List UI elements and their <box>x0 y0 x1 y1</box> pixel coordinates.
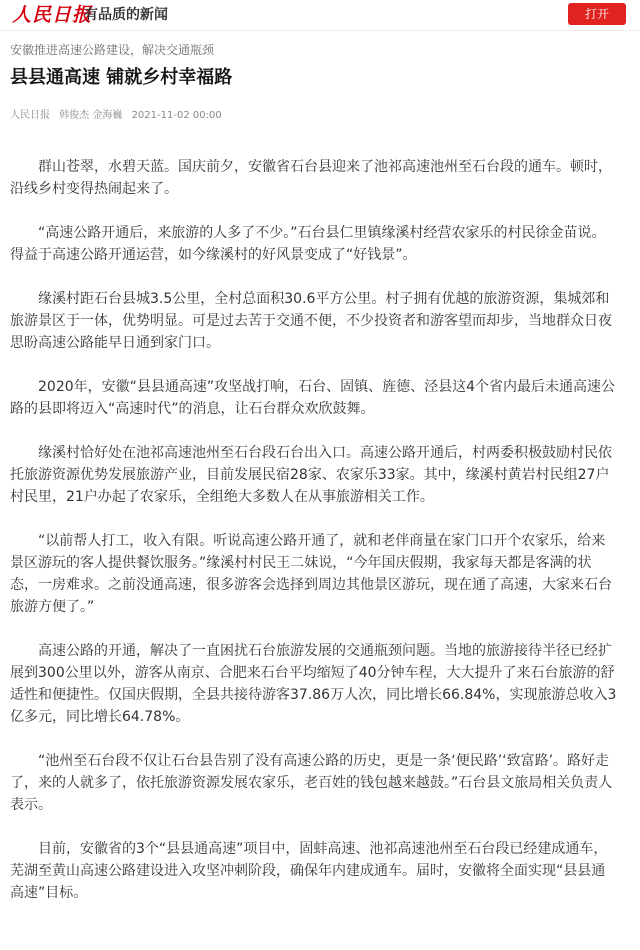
article-paragraph: “以前帮人打工，收入有限。听说高速公路开通了，就和老伴商量在家门口开个农家乐，给来景区游玩的客人提供餐饮服务。”缘溪村村民王二妹说，“今年国庆假期，我家每天都是客满的状态，一房难求。之前没通高速，很多游客会选择到周边其他景区游玩，现在通了高速，大家来石台旅游方便了。” <box>10 533 612 615</box>
article-paragraph: 缘溪村恰好处在池祁高速池州至石台段石台出入口。高速公路开通后，村两委积极鼓励村民依托旅游资源优势发展旅游产业，目前发展民宿28家、农家乐33家。其中，缘溪村黄岩村民组27户村民里，21户办起了农家乐，全组绝大多数人在从事旅游相关工作。 <box>10 445 612 505</box>
article-paragraph: 目前，安徽省的3个“县县通高速”项目中，固蚌高速、池祁高速池州至石台段已经建成通车，芜湖至黄山高速公路建设进入攻坚冲刺阶段，确保年内建成通车。届时，安徽将全面实现“县县通高速”目标。 <box>10 841 608 901</box>
article-meta <box>10 109 619 123</box>
article-datetime: 2021-11-02 00:00 <box>131 110 222 121</box>
article-paragraph: 群山苍翠，水碧天蓝。国庆前夕，安徽省石台县迎来了池祁高速池州至石台段的通车。顿时，沿线乡村变得热闹起来了。 <box>10 159 612 197</box>
article-subtitle: 安徽推进高速公路建设，解决交通瓶颈 <box>10 43 215 57</box>
article-paragraph: 高速公路的开通，解决了一直困扰石台旅游发展的交通瓶颈问题。当地的旅游接待半径已经扩展到300公里以外，游客从南京、合肥来石台平均缩短了40分钟车程，大大提升了来石台旅游的舒适性和便捷性。仅国庆假期，全县共接待游客37.86万人次，同比增长66.84%，实现旅游总收入3亿多元，同比增长64.78%。 <box>10 643 617 725</box>
open-app-button[interactable]: 打开 <box>568 3 626 25</box>
article-paragraph: “高速公路开通后，来旅游的人多了不少。”石台县仁里镇缘溪村经营农家乐的村民徐金苗说。得益于高速公路开通运营，如今缘溪村的好风景变成了“好钱景”。 <box>10 225 606 263</box>
article-title: 县县通高速 铺就乡村幸福路 <box>10 67 233 88</box>
article-authors: 韩俊杰 金海巍 <box>59 110 123 121</box>
article-paragraph: 2020年，安徽“县县通高速”攻坚战打响，石台、固镇、旌德、泾县这4个省内最后未通高速公路的县即将迈入“高速时代”的消息，让石台群众欢欣鼓舞。 <box>10 379 616 417</box>
top-bar <box>0 0 640 31</box>
article-body <box>10 156 619 904</box>
brand-slogan: 有品质的新闻 <box>84 7 168 23</box>
brand-logo[interactable]: 人民日报 <box>12 4 93 26</box>
article-container <box>0 42 640 904</box>
article-paragraph: 缘溪村距石台县城3.5公里，全村总面积30.6平方公里。村子拥有优越的旅游资源，集城郊和旅游景区于一体，优势明显。可是过去苦于交通不便，不少投资者和游客望而却步，当地群众日夜思盼高速公路能早日通到家门口。 <box>10 291 612 351</box>
article-paragraph: “池州至石台段不仅让石台县告别了没有高速公路的历史，更是一条‘便民路’‘致富路’。路好走了，来的人就多了，依托旅游资源发展农家乐，老百姓的钱包越来越鼓。”石台县文旅局相关负责人表示。 <box>10 753 613 813</box>
article-source: 人民日报 <box>10 110 50 121</box>
